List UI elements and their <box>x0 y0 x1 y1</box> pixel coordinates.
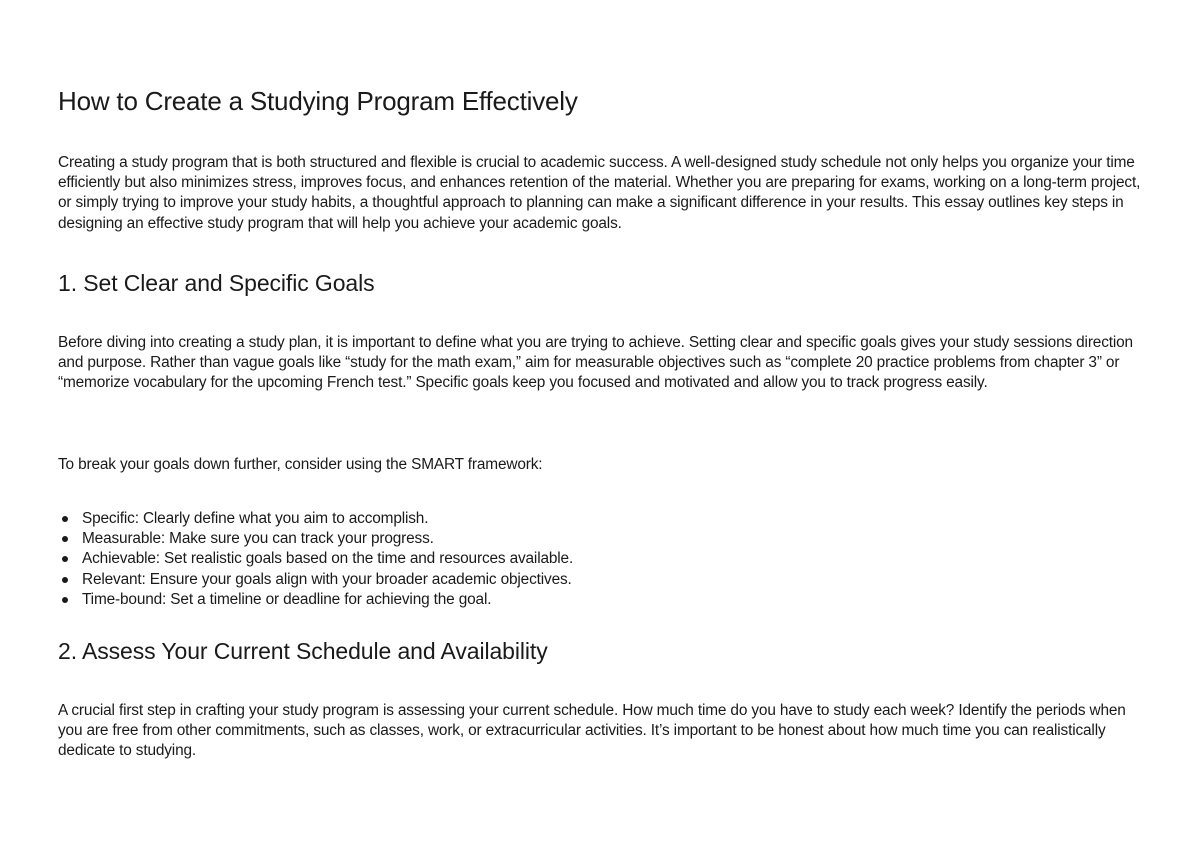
section-2-paragraph-1: A crucial first step in crafting your study program is assessing your current schedule. How much time do you have to study each week? Identify the periods when you are free from other commitments, such as classes, work, or extracurricular activities. It’s important to be honest about how much time you can realistically dedicate to studying. <box>58 702 1126 760</box>
section-2-heading: 2. Assess Your Current Schedule and Availability <box>58 638 548 664</box>
list-item <box>58 549 573 569</box>
bullet-icon <box>62 516 68 522</box>
list-item <box>58 590 573 610</box>
list-item-text: Time-bound: Set a timeline or deadline for achieving the goal. <box>82 590 492 608</box>
list-item <box>58 509 573 529</box>
intro-paragraph: Creating a study program that is both structured and flexible is crucial to academic success. A well-designed study schedule not only helps you organize your time efficiently but also minimizes stress, improves focus, and enhances retention of the material. Whether you are preparing for exams, working on a long-term project, or simply trying to improve your study habits, a thoughtful approach to planning can make a significant difference in your results. This essay outlines key steps in designing an effective study program that will help you achieve your academic goals. <box>58 154 1141 232</box>
bullet-icon <box>62 577 68 583</box>
list-item-text: Specific: Clearly define what you aim to accomplish. <box>82 510 429 527</box>
section-1-heading: 1. Set Clear and Specific Goals <box>58 270 375 296</box>
bullet-icon <box>62 556 68 562</box>
list-item-text: Relevant: Ensure your goals align with your broader academic objectives. <box>82 570 572 588</box>
bullet-icon <box>62 597 68 603</box>
list-item-text: Achievable: Set realistic goals based on the time and resources available. <box>82 550 574 568</box>
document-title: How to Create a Studying Program Effectively <box>58 86 578 116</box>
list-item-text: Measurable: Make sure you can track your progress. <box>82 530 434 548</box>
section-1-paragraph-1: Before diving into creating a study plan, it is important to define what you are trying to achieve. Setting clear and specific goals gives your study sessions direction and purpose. Rather than vague goals like “study for the math exam,” aim for measurable objectives such as “complete 20 practice problems from chapter 3” or “memorize vocabulary for the upcoming French test.” Specific goals keep you focused and motivated and allow you to track progress easily. <box>58 334 1133 392</box>
smart-framework-list <box>58 509 573 610</box>
bullet-icon <box>62 536 68 542</box>
section-1-paragraph-2: To break your goals down further, consider using the SMART framework: <box>58 456 543 473</box>
list-item <box>58 529 573 549</box>
list-item <box>58 570 573 590</box>
